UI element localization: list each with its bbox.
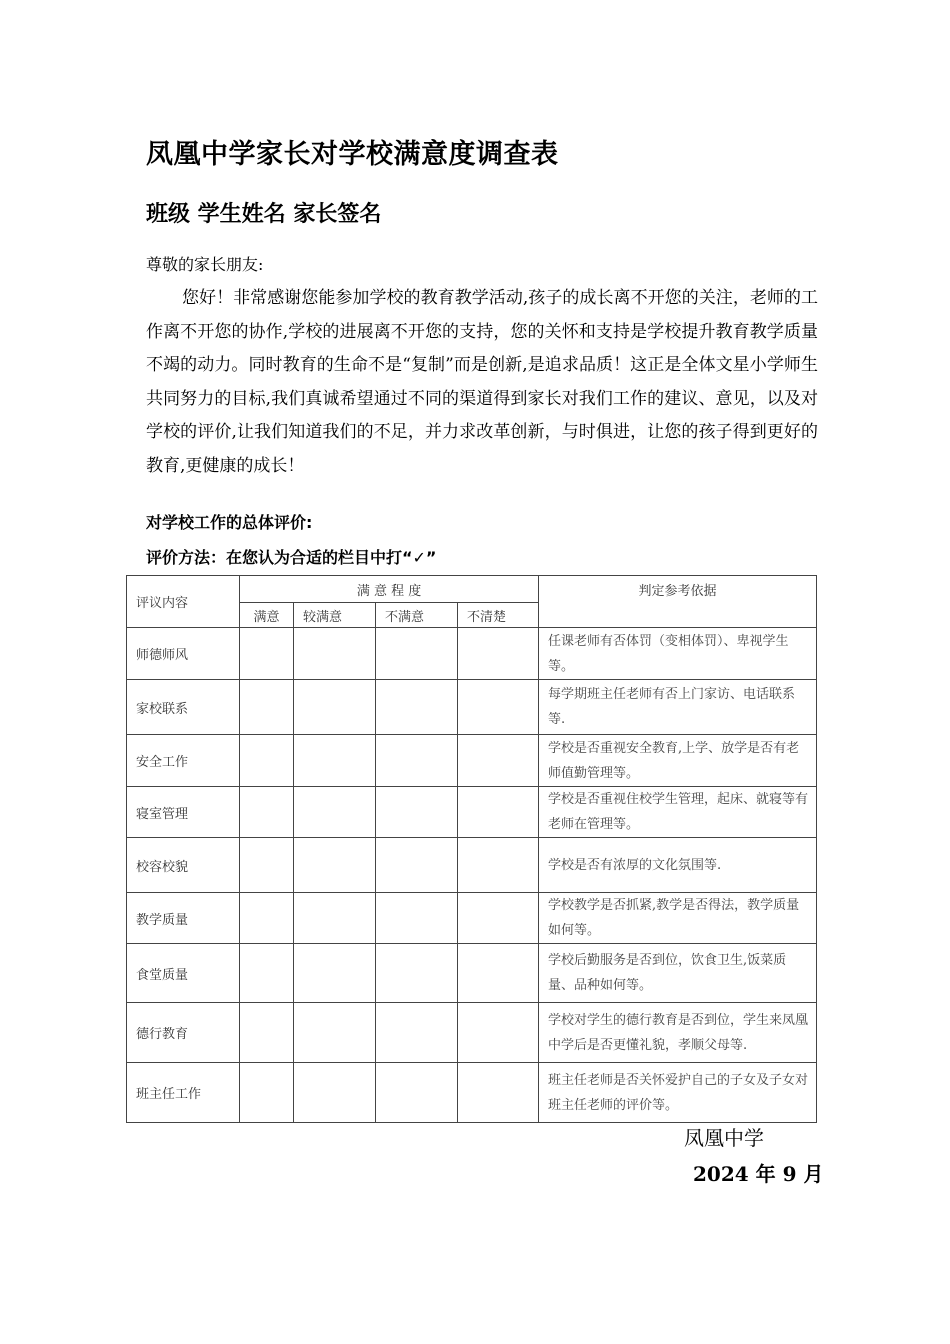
- rating-cell[interactable]: [294, 628, 376, 680]
- rating-cell[interactable]: [240, 680, 294, 735]
- rating-cell[interactable]: [458, 893, 539, 944]
- table-row: [127, 944, 817, 1003]
- rating-cell[interactable]: [294, 1003, 376, 1063]
- rating-cell[interactable]: [376, 787, 458, 838]
- table-row: [127, 680, 817, 735]
- greeting: 尊敬的家长朋友:: [146, 255, 264, 274]
- rating-cell[interactable]: [240, 944, 294, 1003]
- row-basis: 班主任老师是否关怀爱护自己的子女及子女对班主任老师的评价等。: [539, 1063, 817, 1123]
- row-item: 校容校貌: [127, 838, 240, 893]
- row-item: 师德师风: [127, 628, 240, 680]
- survey-table: [126, 575, 817, 1123]
- header-level-1: 满意: [240, 603, 294, 628]
- rating-cell[interactable]: [376, 838, 458, 893]
- rating-cell[interactable]: [294, 735, 376, 787]
- rating-cell[interactable]: [376, 893, 458, 944]
- rating-cell[interactable]: [376, 680, 458, 735]
- rating-cell[interactable]: [458, 628, 539, 680]
- rating-cell[interactable]: [458, 787, 539, 838]
- table-row: [127, 735, 817, 787]
- rating-cell[interactable]: [240, 893, 294, 944]
- student-info-line: 班级 学生姓名 家长签名: [146, 202, 382, 227]
- rating-cell[interactable]: [458, 838, 539, 893]
- row-basis: 任课老师有否体罚（变相体罚）、卑视学生等。: [539, 628, 817, 680]
- rating-cell[interactable]: [240, 787, 294, 838]
- rating-cell[interactable]: [376, 944, 458, 1003]
- header-level-3: 不满意: [376, 603, 458, 628]
- row-basis: 学校对学生的德行教育是否到位，学生来凤凰中学后是否更懂礼貌，孝顺父母等.: [539, 1003, 817, 1063]
- row-item: 家校联系: [127, 680, 240, 735]
- intro-paragraph: 您好！非常感谢您能参加学校的教育教学活动,孩子的成长离不开您的关注，老师的工作离不开您的协作,学校的进展离不开您的支持，您的关怀和支持是学校提升教育教学质量不竭的动力。同时教育的生命不是“复制”而是创新,是追求品质！这正是全体文星小学师生共同努力的目标,我们真诚希望通过不同的渠道得到家长对我们工作的建议、意见，以及对学校的评价,让我们知道我们的不足，并力求改革创新，与时俱进，让您的孩子得到更好的教育,更健康的成长！: [146, 288, 818, 476]
- signature-date: 2024 年 9 月: [693, 1162, 824, 1186]
- rating-cell[interactable]: [294, 893, 376, 944]
- row-item: 班主任工作: [127, 1063, 240, 1123]
- row-basis: 学校是否重视安全教育,上学、放学是否有老师值勤管理等。: [539, 735, 817, 787]
- table-row: [127, 1003, 817, 1063]
- section-title: 对学校工作的总体评价:: [146, 513, 313, 532]
- row-basis: 每学期班主任老师有否上门家访、电话联系等.: [539, 680, 817, 735]
- rating-cell[interactable]: [240, 628, 294, 680]
- rating-cell[interactable]: [376, 628, 458, 680]
- rating-cell[interactable]: [458, 1003, 539, 1063]
- rating-cell[interactable]: [240, 838, 294, 893]
- row-item: 德行教育: [127, 1003, 240, 1063]
- row-basis: 学校是否重视住校学生管理，起床、就寝等有老师在管理等。: [539, 787, 817, 838]
- rating-cell[interactable]: [294, 680, 376, 735]
- rating-cell[interactable]: [294, 944, 376, 1003]
- rating-cell[interactable]: [240, 735, 294, 787]
- rating-cell[interactable]: [458, 680, 539, 735]
- table-row: [127, 1063, 817, 1123]
- header-basis: 判定参考依据: [539, 576, 817, 628]
- evaluation-method: 评价方法：在您认为合适的栏目中打“✓”: [146, 548, 437, 567]
- rating-cell[interactable]: [376, 735, 458, 787]
- table-row: [127, 838, 817, 893]
- rating-cell[interactable]: [294, 787, 376, 838]
- row-item: 教学质量: [127, 893, 240, 944]
- page-title: 凤凰中学家长对学校满意度调查表: [146, 139, 559, 170]
- row-item: 食堂质量: [127, 944, 240, 1003]
- row-basis: 学校是否有浓厚的文化氛围等.: [539, 838, 817, 893]
- rating-cell[interactable]: [458, 735, 539, 787]
- table-row: [127, 787, 817, 838]
- table-row: [127, 628, 817, 680]
- header-item: 评议内容: [127, 576, 240, 628]
- row-item: 安全工作: [127, 735, 240, 787]
- row-item: 寝室管理: [127, 787, 240, 838]
- rating-cell[interactable]: [240, 1063, 294, 1123]
- rating-cell[interactable]: [458, 944, 539, 1003]
- table-row: [127, 893, 817, 944]
- header-level-2: 较满意: [294, 603, 376, 628]
- rating-cell[interactable]: [294, 1063, 376, 1123]
- school-signature: 凤凰中学: [684, 1126, 764, 1150]
- rating-cell[interactable]: [458, 1063, 539, 1123]
- header-level-4: 不清楚: [458, 603, 539, 628]
- rating-cell[interactable]: [376, 1003, 458, 1063]
- rating-cell[interactable]: [376, 1063, 458, 1123]
- row-basis: 学校教学是否抓紧,教学是否得法，教学质量如何等。: [539, 893, 817, 944]
- rating-cell[interactable]: [240, 1003, 294, 1063]
- header-satisfaction: 满 意 程 度: [240, 576, 539, 603]
- row-basis: 学校后勤服务是否到位，饮食卫生,饭菜质量、品种如何等。: [539, 944, 817, 1003]
- rating-cell[interactable]: [294, 838, 376, 893]
